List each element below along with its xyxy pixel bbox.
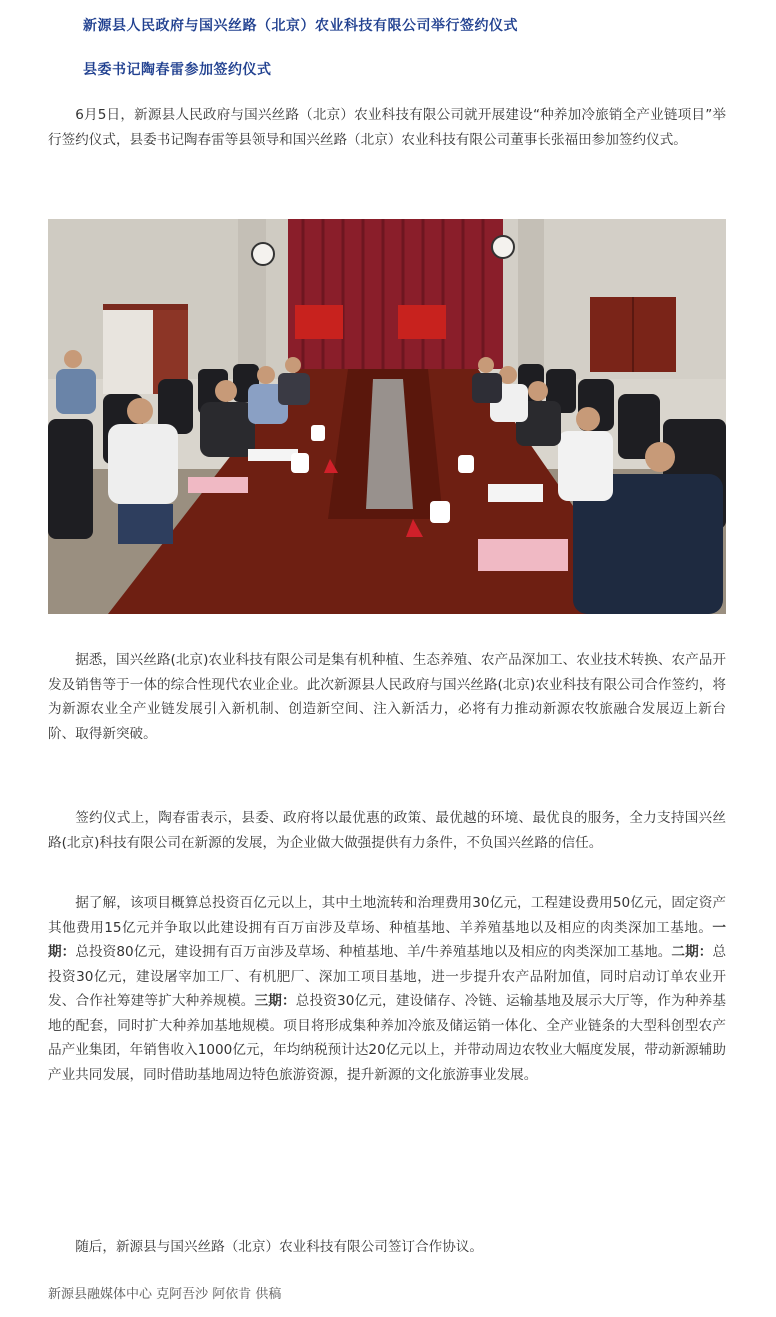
phase3-text: 总投资30亿元，建设储存、冷链、运输基地及展示大厅等，作为种养基地的配套，同时扩大种养加基地规模。项目将形成集种养加冷旅及储运销一体化、全产业链条的大型科创型农产品产业集团，年销售收入1000亿元，年均纳税预计达20亿元以上，并带动周边农牧业大幅度发展，带动新源辅助产业共同发展，同时借助基地周边特色旅游资源，提升新源的文化旅游事业发展。 [48,993,727,1083]
phase2-label: 二期： [671,944,713,960]
paragraph-intro: 6月5日，新源县人民政府与国兴丝路（北京）农业科技有限公司就开展建设“种养加冷旅销全产业链项目”举行签约仪式，县委书记陶春雷等县领导和国兴丝路（北京）农业科技有限公司董事长张福田参加签约仪式。 [48,107,726,148]
paragraph-project-details [48,891,726,1087]
phase2-text: 总投资30亿元，建设屠宰加工厂、有机肥厂、深加工项目基地，进一步提升农产品附加值，同时启动订单农业开发、合作社筹建等扩大种养规模。 [48,944,727,1009]
project-intro: 据了解，该项目概算总投资百亿元以上，其中土地流转和治理费用30亿元，工程建设费用50亿元，固定资产其他费用15亿元并争取以此建设拥有百万亩涉及草场、种植基地、羊养殖基地以及相应的肉类深加工基地。 [48,895,726,936]
meeting-photo [48,219,726,614]
meeting-room-illustration [48,219,726,614]
paragraph-agreement: 随后，新源县与国兴丝路（北京）农业科技有限公司签订合作协议。 [75,1239,483,1255]
phase1-text: 总投资80亿元，建设拥有百万亩涉及草场、种植基地、羊/牛养殖基地以及相应的肉类深加工基地。 [75,944,672,960]
article-credit: 新源县融媒体中心 克阿吾沙 阿依肯 供稿 [48,1287,282,1302]
article-subheadline: 县委书记陶春雷参加签约仪式 [83,62,272,78]
phase3-label: 三期： [254,993,296,1009]
phase1-label: 一期： [48,919,726,960]
paragraph-speech: 签约仪式上，陶春雷表示，县委、政府将以最优惠的政策、最优越的环境、最优良的服务，全力支持国兴丝路(北京)科技有限公司在新源的发展，为企业做大做强提供有力条件，不负国兴丝路的信任。 [48,810,726,851]
article-headline: 新源县人民政府与国兴丝路（北京）农业科技有限公司举行签约仪式 [83,18,518,34]
paragraph-company-profile: 据悉，国兴丝路(北京)农业科技有限公司是集有机种植、生态养殖、农产品深加工、农业技术转换、农产品开发及销售等于一体的综合性现代农业企业。此次新源县人民政府与国兴丝路(北京)农业科技有限公司合作签约，将为新源农业全产业链发展引入新机制、创造新空间、注入新活力，必将有力推动新源农牧旅融合发展迈上新台阶、取得新突破。 [48,652,726,742]
